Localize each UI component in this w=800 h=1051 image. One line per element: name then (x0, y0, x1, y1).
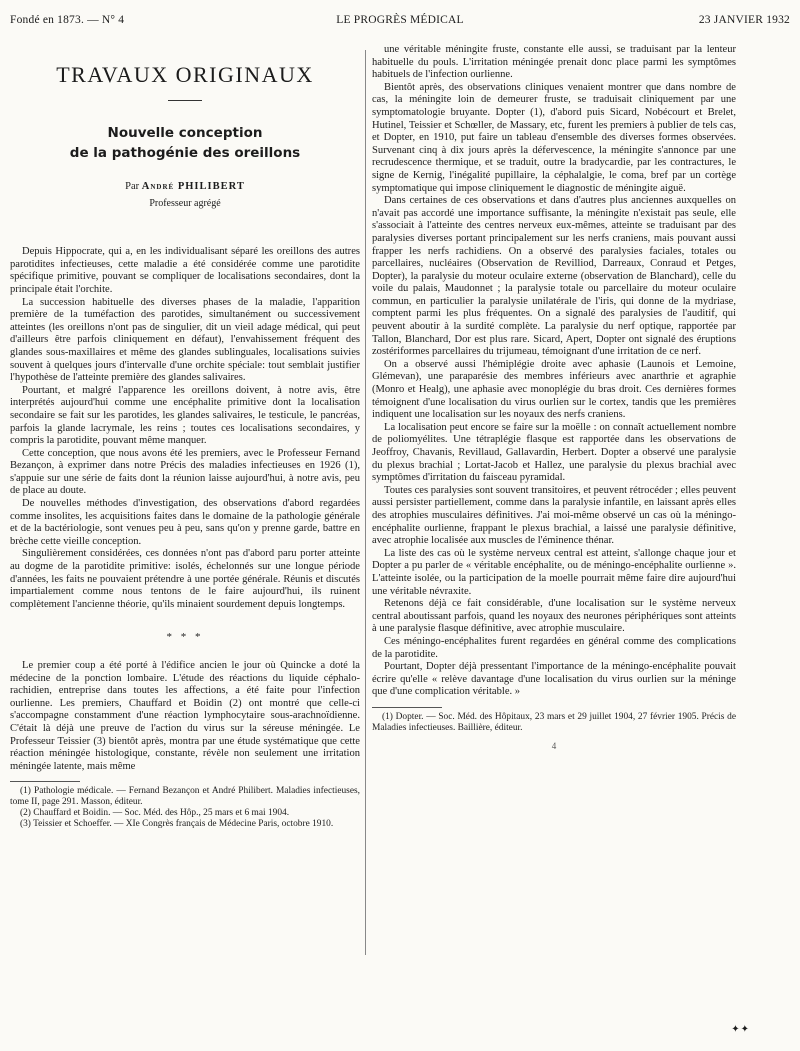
paragraph: Bientôt après, des observations cliniques venaient montrer que dans nombre de cas, la méningite loin de demeurer fruste, se traduisait cliniquement par une symptomatologie bruyante. Dopter (1), d'abord puis Sicard, Nobécourt et Brelet, Hutinel, Teissier et Schœller, de Massary, etc, furent les premiers à publier de tels cas, et Dopter, en 1910, put faire un tableau d'ensemble des diverses formes observées. Survenant cinq à dix jours après la défervescence, la méningite s'annonce par une recrudescence thermique, et se traduit, outre la bradycardie, par les contractures, le signe de Kernig, l'inégalité pupillaire, la céphalalgie, le coma, bref par un cortège symptomatique qui impose cliniquement le diagnostic de méningite aiguë. (372, 81, 736, 194)
paragraph: Toutes ces paralysies sont souvent transitoires, et peuvent rétrocéder ; elles peuvent aussi persister partiellement, comme dans la paralysie infantile, en laissant après elles des atrophies musculaires définitives. J'ai moi-même observé un cas où la méningo-encéphalite ourlienne, frappant le plexus brachial, a laissé une paralysie définitive, avec atrophie localisée aux muscles de l'éminence thénar. (372, 484, 736, 547)
right-body (372, 44, 736, 699)
paragraph: Cette conception, que nous avons été les premiers, avec le Professeur Fernand Bezançon, à exprimer dans notre Précis des maladies infectieuses en 1926 (1), s'appuie sur une série de faits dont la réunion laisse aujourd'hui, à notre avis, peu de place au doute. (10, 447, 360, 497)
paragraph: Pourtant, et malgré l'apparence les oreillons doivent, à notre avis, être interprétés aujourd'hui comme une encéphalite primitive dont la localisation secondaire se fait sur les parotides, les glandes salivaires, le testicule, le pancréas, parfois la glande lacrymale, les reins ; toutes ces localisations secondaires, y compris la parotidite, pouvant même manquer. (10, 384, 360, 447)
header-journal-title: LE PROGRÈS MÉDICAL (336, 14, 464, 26)
right-footnotes (372, 712, 736, 734)
paragraph: Depuis Hippocrate, qui a, en les individualisant séparé les oreillons des autres parotidites infectieuses, cette maladie a été considérée comme une parotidite spécifique primitive, pouvant se compliquer de localisations secondaires, dont la principale était l'orchite. (10, 246, 360, 295)
section-title: TRAVAUX ORIGINAUX (56, 62, 314, 87)
byline (10, 181, 360, 194)
page-number: 4 (551, 740, 557, 751)
paragraph: Pourtant, Dopter déjà pressentant l'importance de la méningo-encéphalite pouvait écrire qu'elle « relève davantage d'une localisation du virus ourlien sur la méninge que d'une complication véritable. » (372, 661, 736, 698)
footnote: (2) Chauffard et Boidin. — Soc. Méd. des Hôp., 25 mars et 6 mai 1904. (20, 808, 290, 819)
footnote-rule-right (372, 707, 442, 708)
paragraph: On a observé aussi l'hémiplégie droite avec aphasie (Launois et Lemoine, Glémevan), une paraparésie des membres inférieurs avec anarthrie et agraphie (Monro et Healg), une aphasie avec monoplégie du bras droit. Ces dernières formes témoignent d'une localisation du virus ourlien sur le cortex, tandis que les premières indiquent une localisation sur les noyaux des nerfs craniens. (372, 358, 736, 421)
footnote-rule (10, 781, 80, 782)
byline-by: Par (125, 181, 140, 192)
paragraph: Retenons déjà ce fait considérable, d'une localisation sur le système nerveux central aboutissant parfois, quand les noyaux des neurones périphériques sont atteints à une paralysie flasque définitive, avec atrophie musculaire. (372, 598, 736, 635)
right-column (372, 44, 736, 1034)
paragraph: Dans certaines de ces observations et dans d'autres plus anciennes auxquelles on n'avait pas accordé une importance suffisante, la méningite n'existait pas seule, elle s'associait à l'atteinte des centres nerveux eux-mêmes, atteinte se traduisant par des paralysies diverses portant principalement sur les nerfs craniens, mais pouvant aussi frapper les nerfs rachidiens. On a observé des paralysies faciales, totales ou parcellaires, nucléaires (Observation de Revilliod, Darreaux, Conraud et Petges, Dopter), la paralysie du moteur oculaire externe (observation de Blanchard), celle du voile du palais, Maudonnet ; la paralysie totale ou parcellaire du moteur oculaire commun, en particulier la paralysie unilatérale de l'iris, qui donne de la mydriase, comptent parmi les plus fréquentes. On a signalé des paralysies de l'auditif, qui peuvent aboutir à la surdité complète. La paralysie du nerf optique, rapportée par Tallon, Blanchard, Dor est plus rare. Sicard, Apert, Dopter ont signalé des éruptions zostériformes parcellaires du trijumeau, témoignant d'une irritation de ce nerf. (372, 195, 736, 358)
title-rule (168, 100, 202, 101)
left-body (10, 246, 360, 611)
header-founded: Fondé en 1873. — N° 4 (10, 14, 125, 26)
article-title (10, 123, 360, 163)
paragraph: La succession habituelle des diverses phases de la maladie, l'apparition première de la tuméfaction des parotides, simultanément ou successivement atteintes (les oreillons n'ont pas de singulier, dit un vieil adage médical, qui peut d'ailleurs être parfois cliniquement en défaut), l'envahissement fréquent des glandes sous-maxillaires et même des glandes sublinguales, localisations suivies souvent à quelques jours d'intervalle d'une orchite spéciale: tout semblait justifier l'hypothèse de l'atteinte première des glandes salivaires. (10, 296, 360, 384)
footnote: (1) Pathologie médicale. — Fernand Bezançon et André Philibert. Maladies infectieuses, tome II, page 291. Masson, éditeur. (10, 786, 360, 808)
article-title-line-1: Nouvelle conception (107, 125, 263, 141)
footnote: (1) Dopter. — Soc. Méd. des Hôpitaux, 23 mars et 29 juillet 1904, 27 février 1905. Précis de Maladies infectieuses. Baillière, éditeur. (372, 711, 736, 733)
left-footnotes (10, 786, 360, 830)
paragraph: Singulièrement considérées, ces données n'ont pas d'abord paru porter atteinte au dogme de la parotidite primitive: isolés, échelonnés sur une longue période d'années, les faits ne pouvaient prétendre à une portée générale. Réunis et discutés impartialement comme nous tentons de le faire aujourd'hui, ils ruinent complètement l'ancienne théorie, qu'ils minaient sourdement depuis longtemps. (10, 548, 360, 610)
column-divider (365, 50, 366, 955)
running-header (10, 14, 790, 30)
header-date: 23 JANVIER 1932 (698, 14, 790, 26)
paragraph: La liste des cas où le système nerveux central est atteint, s'allonge chaque jour et Dopter a pu parler de « véritable encéphalite, ou de méningo-encéphalite ourlienne ». L'atteinte isolée, ou la participation de la moelle pourrait même faire dire aujourd'hui une véritable névraxite. (372, 547, 736, 597)
paragraph: Ces méningo-encéphalites furent regardées en général comme des complications de la parotidite. (372, 635, 736, 660)
paragraph: une véritable méningite fruste, constante elle aussi, se traduisant par la lenteur habituelle du pouls. L'irritation méningée prenait donc place parmi les symptômes habituels de l'infection ourlienne. (372, 44, 736, 81)
article-title-line-2: de la pathogénie des oreillons (69, 145, 301, 161)
paragraph: De nouvelles méthodes d'investigation, des observations d'abord regardées comme insolites, les acquisitions faites dans le domaine de la pathologie générale et de la bactériologie, sont venues peu à peu, sans qu'on y prenne garde, battre en brèche cette vieille conception. (10, 498, 360, 547)
paragraph: La localisation peut encore se faire sur la moëlle : on connaît actuellement nombre de poliomyélites. Une tétraplégie flasque est rapportée dans les observations de Jeoffroy, Chavanis, Revillaud, Gallavardin, Herbert. Dopter a observé une paralysie du plexus brachial ; Lortat-Jacob et Hallez, une paralysie du plexus brachial avec symptômes d'irritation du faisceau pyramidal. (372, 421, 736, 484)
paragraph: Le premier coup a été porté à l'édifice ancien le jour où Quincke a doté la médecine de la ponction lombaire. L'étude des réactions du liquide céphalo-rachidien, entreprise dans toutes les affections, a été faite pour l'infection ourlienne. Les premiers, Chauffard et Boidin (2) ont montré que celle-ci s'accompagne constamment d'une réaction lymphocytaire sous-arachnoïdienne. C'était là déjà une preuve de l'action du virus sur la séreuse méningée. Le Professeur Teissier (3) bientôt après, montra par une étude systématique que cette réaction méningée histologique, constante, révèle non seulement une irritation méningée latente, mais même (10, 660, 360, 772)
author-name: André PHILIBERT (141, 181, 245, 192)
author-role: Professeur agrégé (149, 197, 221, 209)
left-column (10, 46, 360, 1036)
section-break-stars: * * * (166, 631, 204, 644)
corner-ornament: ✦✦ (731, 1024, 750, 1035)
footnote: (3) Teissier et Schoeffer. — XIe Congrès français de Médecine Paris, octobre 1910. (20, 819, 334, 830)
left-body-continued (10, 660, 360, 773)
